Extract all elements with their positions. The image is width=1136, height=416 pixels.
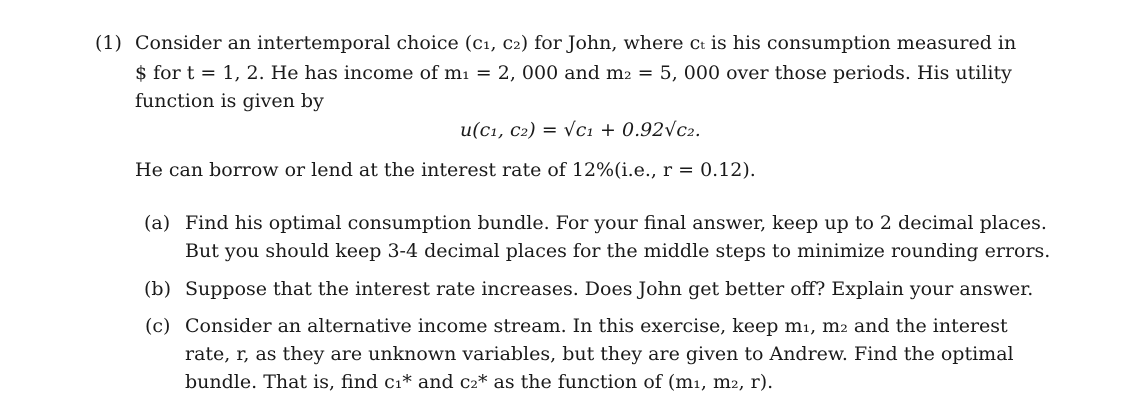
part-a-line-2: But you should keep 3-4 decimal places for the middle steps to minimize rounding errors. — [185, 240, 1051, 262]
part-b-line-1: Suppose that the interest rate increases. Does John get better off? Explain your answer. — [185, 278, 1034, 300]
part-c-line-3: bundle. That is, find c₁* and c₂* as the function of (m₁, m₂, r). — [185, 371, 774, 393]
part-a-line-1: Find his optimal consumption bundle. For your final answer, keep up to 2 decimal places. — [185, 212, 1047, 234]
intro-line-1: Consider an intertemporal choice (c₁, c₂) for John, where cₜ is his consumption measured in — [135, 32, 1017, 54]
part-c-line-1: Consider an alternative income stream. In this exercise, keep m₁, m₂ and the interest — [185, 315, 1008, 337]
intro-line-3: function is given by — [135, 90, 324, 112]
part-c-line-2: rate, r, as they are unknown variables, but they are given to Andrew. Find the optimal — [185, 343, 1014, 365]
problem-number: (1) — [95, 32, 122, 54]
part-b-label: (b) — [144, 278, 171, 300]
part-c-label: (c) — [145, 315, 171, 337]
utility-equation: u(c₁, c₂) = √c₁ + 0.92√c₂. — [460, 119, 701, 141]
intro-line-2: $ for t = 1, 2. He has income of m₁ = 2, 000 and m₂ = 5, 000 over those periods. His utility — [135, 62, 1012, 84]
interest-rate-line: He can borrow or lend at the interest rate of 12%(i.e., r = 0.12). — [135, 159, 756, 181]
part-a-label: (a) — [144, 212, 171, 234]
